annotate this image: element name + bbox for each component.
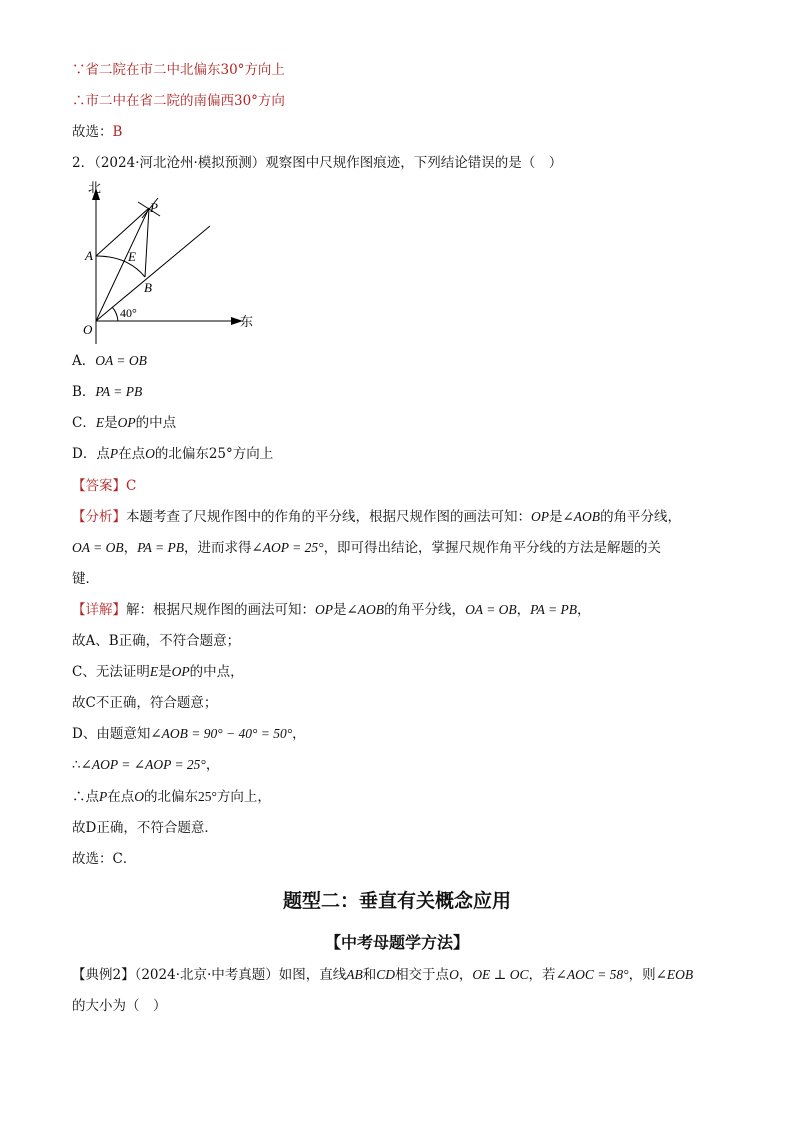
detail-aob: ∠AOB	[346, 602, 385, 617]
option-c-tail: 的中点	[135, 415, 177, 431]
detail-line-8: 故D正确，不符合题意．	[72, 820, 218, 836]
detail-line-1	[72, 600, 591, 620]
option-b	[72, 382, 142, 402]
detail-line-9: 故选：C．	[72, 851, 137, 867]
detail-sep: ，	[516, 602, 531, 618]
analysis-text-3: 的角平分线，	[600, 509, 682, 525]
detail-tag: 【详解】	[72, 602, 126, 618]
analysis-aop: ∠AOP = 25°	[251, 540, 324, 555]
label-angle-40: 40°	[120, 306, 137, 320]
arc-ab	[96, 256, 145, 277]
detail-end: ，	[577, 602, 591, 618]
detail-5-end: ，	[292, 726, 306, 742]
analysis-text-1: 本题考查了尺规作图中的作角的平分线，根据尺规作图的画法可知：	[126, 509, 531, 525]
example-perp: OE ⊥ OC	[472, 967, 529, 982]
analysis-text-2: 是	[549, 509, 563, 525]
detail-5-a: D、由题意知	[72, 726, 151, 742]
section-subtitle: 【中考母题学方法】	[324, 933, 469, 952]
detail-7-c: 的北偏东	[144, 789, 198, 805]
detail-3-op: OP	[171, 664, 190, 679]
analysis-line-1	[72, 507, 681, 527]
analysis-text-4: ，进而求得	[183, 540, 252, 556]
analysis-papb: PA = PB	[137, 540, 184, 555]
detail-3-b: 是	[158, 664, 172, 680]
detail-7-d: 方向上，	[216, 789, 271, 805]
detail-3-a: C、无法证明	[72, 664, 150, 680]
answer-label: 故选：	[72, 124, 113, 140]
detail-7-a: ∴点	[72, 789, 99, 805]
detail-3-e: E	[149, 664, 159, 679]
example-tag: 【典例2】	[72, 967, 135, 983]
detail-text-3: 的角平分线，	[384, 602, 466, 618]
analysis-op: OP	[531, 509, 549, 524]
example-cd: CD	[376, 967, 396, 982]
option-a	[72, 351, 147, 371]
detail-text-1: 解：根据尺规作图的画法可知：	[126, 602, 315, 618]
label-a: A	[85, 248, 93, 263]
example-ab: AB	[346, 967, 363, 982]
option-a-prefix: A．	[72, 353, 96, 369]
segment-ap	[96, 208, 149, 256]
answer-line: 【答案】C	[72, 478, 137, 494]
option-c	[72, 413, 176, 433]
option-d	[72, 444, 273, 464]
solution-line-2: ∴市二中在省二院的南偏西30°方向	[72, 93, 285, 109]
detail-6-math: ∠AOP = ∠AOP = 25°	[80, 757, 206, 772]
analysis-oaob: OA = OB	[72, 540, 124, 555]
option-c-mid: 是	[104, 415, 118, 431]
option-b-prefix: B．	[72, 384, 96, 400]
label-o: O	[83, 322, 93, 337]
segment-pb	[145, 208, 149, 277]
analysis-aob: ∠AOB	[562, 509, 601, 524]
example-text-3: 相交于点	[395, 967, 450, 983]
detail-line-4: 故C不正确，符合题意；	[72, 695, 218, 711]
example-o: O	[449, 967, 459, 982]
example-2-line-1	[72, 965, 693, 985]
construction-diagram	[78, 176, 268, 346]
question-2-stem: 2．（2024·河北沧州·模拟预测）观察图中尺规作图痕迹，下列结论错误的是（ ）	[72, 155, 563, 171]
option-d-o: O	[145, 446, 155, 461]
option-c-prefix: C．	[72, 415, 96, 431]
label-p: P	[150, 200, 158, 215]
option-d-mid: 在点	[118, 446, 146, 462]
label-b: B	[144, 280, 152, 295]
detail-text-2: 是	[333, 602, 347, 618]
label-east: 东	[240, 315, 254, 330]
option-c-e: E	[95, 415, 105, 430]
analysis-tag: 【分析】	[72, 509, 126, 525]
detail-oaob: OA = OB	[465, 602, 517, 617]
example-text-6: ，则	[628, 967, 656, 983]
detail-7-p: P	[99, 789, 108, 804]
example-eob: ∠EOB	[655, 967, 694, 982]
detail-7-deg: 25°	[198, 789, 217, 804]
detail-papb: PA = PB	[530, 602, 578, 617]
example-text-5: ，若	[528, 967, 556, 983]
example-text-4: ，	[458, 967, 473, 983]
segment-op	[96, 208, 149, 321]
option-b-math: PA = PB	[95, 384, 143, 399]
detail-op: OP	[315, 602, 333, 617]
detail-7-b: 在点	[107, 789, 135, 805]
analysis-text-5: ，即可得出结论，掌握尺规作角平分线的方法是解题的关	[323, 540, 662, 556]
example-angle: ∠AOC = 58°	[555, 967, 629, 982]
answer-choice: B	[112, 124, 123, 140]
detail-line-6	[72, 755, 219, 775]
option-a-math: OA = OB	[95, 353, 147, 368]
detail-7-o: O	[134, 789, 144, 804]
label-e: E	[128, 249, 136, 264]
detail-5-math: ∠AOB = 90° − 40° = 50°	[150, 726, 293, 741]
section-title: 题型二：垂直有关概念应用	[282, 890, 511, 912]
option-d-p: P	[109, 446, 119, 461]
option-c-op: OP	[117, 415, 136, 430]
detail-6-end: ，	[205, 757, 220, 773]
analysis-line-2	[72, 538, 661, 558]
angle-arc	[112, 307, 118, 321]
option-d-prefix: D．点	[72, 446, 110, 462]
solution-line-1: ∵省二院在市二中北偏东30°方向上	[72, 62, 285, 78]
option-d-tail: 的北偏东25°方向上	[154, 446, 274, 462]
example-2-line-2: 的大小为（ ）	[72, 998, 167, 1014]
detail-line-7	[72, 787, 271, 807]
analysis-sep: ，	[123, 540, 138, 556]
detail-6-a: ∴	[72, 757, 81, 773]
detail-line-5	[72, 724, 306, 744]
example-text-1: （2024·北京·中考真题）如图，直线	[134, 967, 347, 983]
label-north: 北	[88, 181, 102, 196]
detail-3-c: 的中点，	[189, 664, 244, 680]
detail-line-2: 故A、B正确，不符合题意；	[72, 633, 241, 649]
example-text-2: 和	[362, 967, 377, 983]
analysis-line-3: 键．	[72, 571, 99, 587]
detail-line-3	[72, 662, 244, 682]
solution-line-3	[72, 122, 122, 142]
